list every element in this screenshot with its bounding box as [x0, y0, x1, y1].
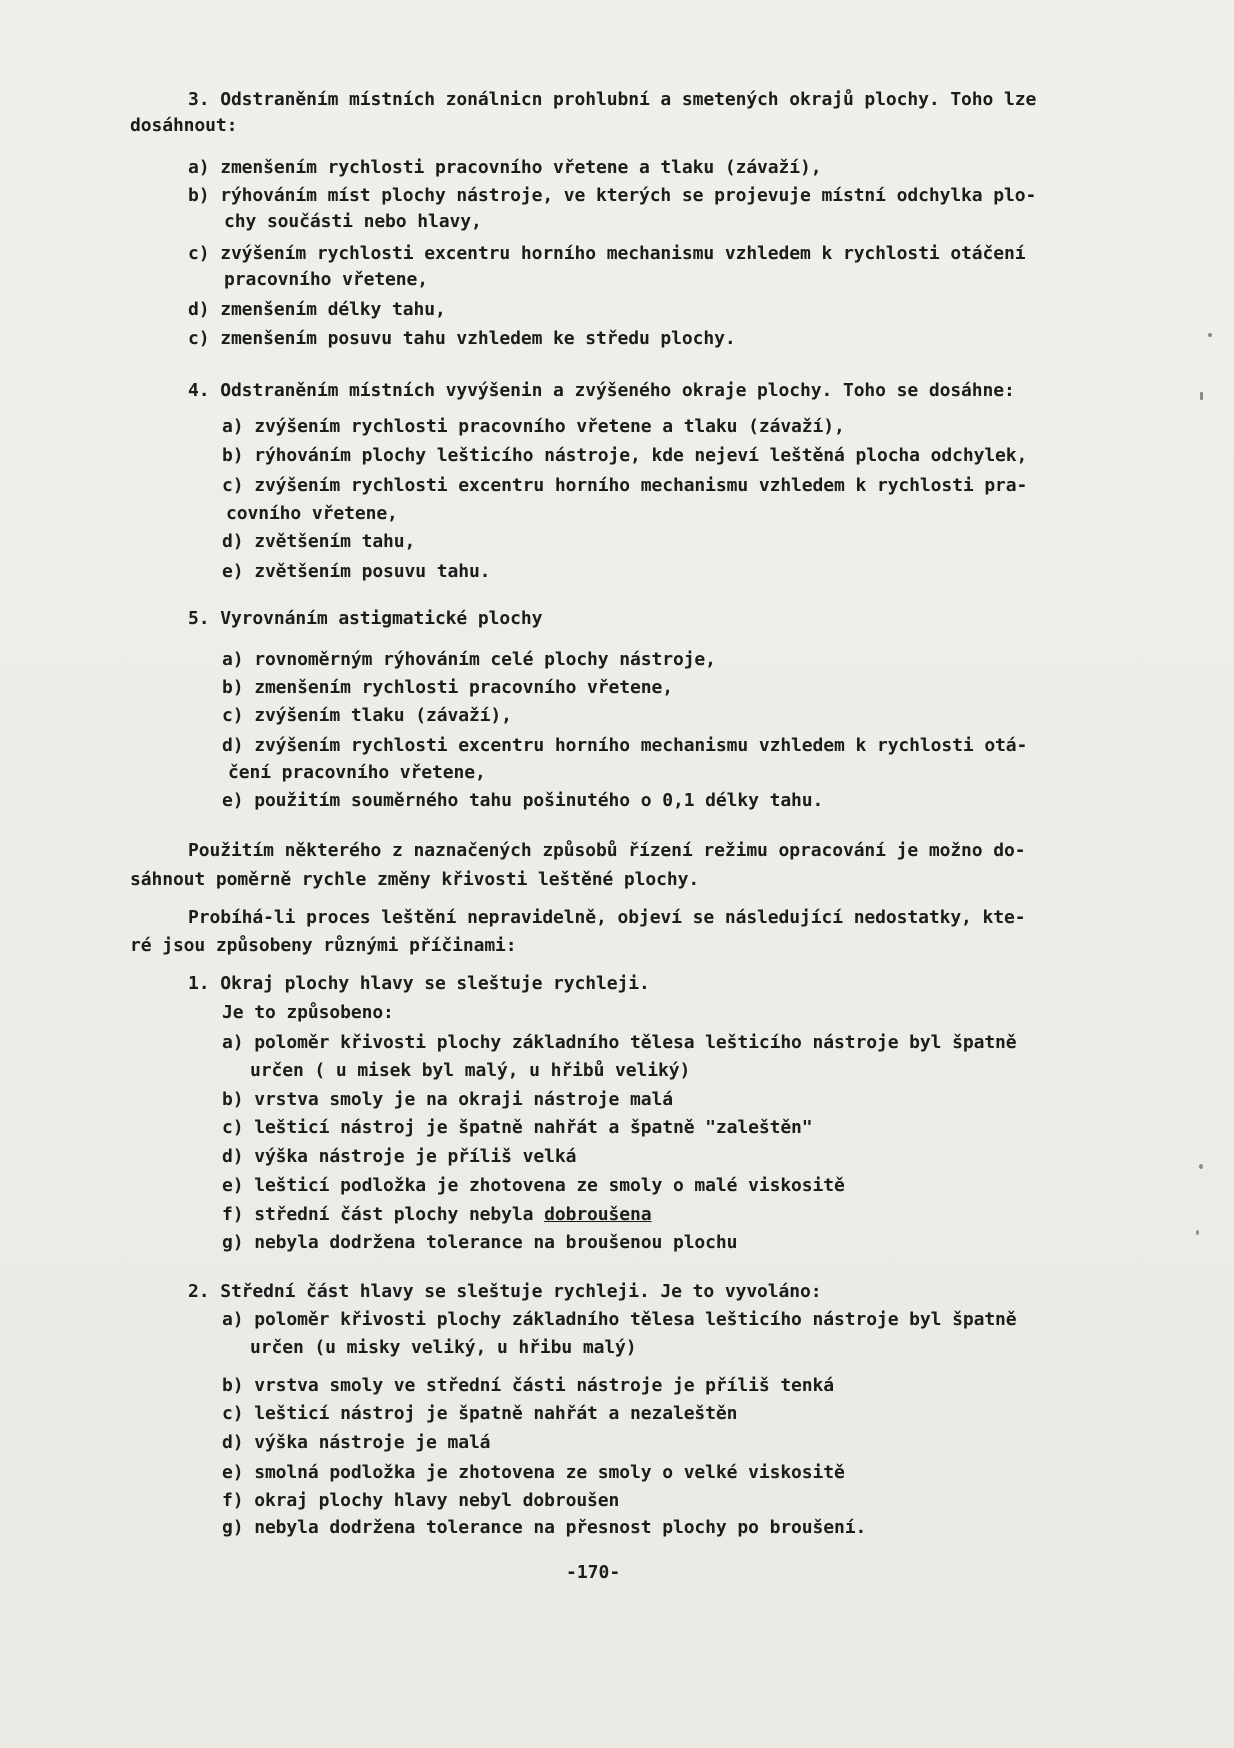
paragraph-2-line-2: ré jsou způsobeny různými příčinami: [130, 935, 517, 956]
defect-2-item-a-line-2: určen (u misky veliký, u hřibu malý) [250, 1337, 637, 1358]
defect-1-item-e: e) lešticí podložka je zhotovena ze smoly o malé viskositě [222, 1175, 845, 1196]
section-5-item-a: a) rovnoměrným rýhováním celé plochy nástroje, [222, 649, 716, 670]
defect-2-item-g: g) nebyla dodržena tolerance na přesnost plochy po broušení. [222, 1517, 867, 1538]
section-3-item-c-line-1: c) zvýšením rychlosti excentru horního mechanismu vzhledem k rychlosti otáčení [188, 243, 1026, 264]
defect-1-heading: 1. Okraj plochy hlavy se sleštuje rychleji. [188, 973, 650, 994]
section-4-item-b: b) rýhováním plochy lešticího nástroje, kde nejeví leštěná plocha odchylek, [222, 445, 1028, 466]
defect-2-item-e: e) smolná podložka je zhotovena ze smoly o velké viskositě [222, 1462, 845, 1483]
section-3-intro-line-1: 3. Odstraněním místních zonálnicn prohlubní a smetených okrajů plochy. Toho lze [188, 89, 1037, 110]
paper-speck [1208, 333, 1212, 337]
section-3-item-b-line-1: b) rýhováním míst plochy nástroje, ve kterých se projevuje místní odchylka plo- [188, 185, 1037, 206]
defect-2-item-a-line-1: a) poloměr křivosti plochy základního tělesa lešticího nástroje byl špatně [222, 1309, 1017, 1330]
defect-1-item-f-underlined-word: dobroušena [544, 1204, 652, 1225]
defect-1-item-d: d) výška nástroje je příliš velká [222, 1146, 577, 1167]
defect-2-item-f: f) okraj plochy hlavy nebyl dobroušen [222, 1490, 620, 1511]
defect-2-item-c: c) lešticí nástroj je špatně nahřát a nezaleštěn [222, 1403, 738, 1424]
defect-1-item-a-line-1: a) poloměr křivosti plochy základního tělesa lešticího nástroje byl špatně [222, 1032, 1017, 1053]
paragraph-1-line-1: Použitím některého z naznačených způsobů řízení režimu opracování je možno do- [188, 840, 1026, 861]
defect-2-item-b: b) vrstva smoly ve střední části nástroje je příliš tenká [222, 1375, 835, 1396]
section-4-item-e: e) zvětšením posuvu tahu. [222, 561, 491, 582]
section-3-item-b-line-2: chy součásti nebo hlavy, [224, 211, 482, 232]
paper-speck [1199, 1164, 1203, 1169]
defect-1-item-f [222, 1204, 651, 1226]
defect-1-subheading: Je to způsobeno: [222, 1002, 394, 1023]
section-5-item-d-line-2: čení pracovního vřetene, [228, 762, 486, 783]
paper-speck [1200, 392, 1203, 400]
section-3-intro-line-2: dosáhnout: [130, 115, 238, 136]
paragraph-2-line-1: Probíhá-li proces leštění nepravidelně, objeví se následující nedostatky, kte- [188, 907, 1026, 928]
paper-speck [1196, 1230, 1199, 1235]
section-5-intro: 5. Vyrovnáním astigmatické plochy [188, 608, 543, 629]
section-5-item-d-line-1: d) zvýšením rychlosti excentru horního mechanismu vzhledem k rychlosti otá- [222, 735, 1028, 756]
section-3-item-c-line-2: pracovního vřetene, [224, 269, 429, 290]
defect-2-item-d: d) výška nástroje je malá [222, 1432, 491, 1453]
defect-1-item-c: c) lešticí nástroj je špatně nahřát a špatně "zaleštěn" [222, 1117, 813, 1138]
section-3-item-a: a) zmenšením rychlosti pracovního vřetene a tlaku (závaží), [188, 157, 822, 178]
section-4-item-c-line-2: covního vřetene, [226, 503, 398, 524]
section-3-item-d: d) zmenšením délky tahu, [188, 299, 446, 320]
defect-1-item-g: g) nebyla dodržena tolerance na broušenou plochu [222, 1232, 738, 1253]
section-4-item-a: a) zvýšením rychlosti pracovního vřetene a tlaku (závaží), [222, 416, 845, 437]
defect-2-heading: 2. Střední část hlavy se sleštuje rychleji. Je to vyvoláno: [188, 1281, 822, 1302]
section-4-item-c-line-1: c) zvýšením rychlosti excentru horního mechanismu vzhledem k rychlosti pra- [222, 475, 1028, 496]
section-4-intro: 4. Odstraněním místních vyvýšenin a zvýšeného okraje plochy. Toho se dosáhne: [188, 380, 1015, 401]
section-3-item-e: c) zmenšením posuvu tahu vzhledem ke středu plochy. [188, 328, 736, 349]
section-5-item-e: e) použitím souměrného tahu pošinutého o 0,1 délky tahu. [222, 790, 824, 811]
defect-1-item-f-text: f) střední část plochy nebyla [222, 1204, 545, 1225]
page-number: -170- [566, 1562, 621, 1583]
section-5-item-c: c) zvýšením tlaku (závaží), [222, 705, 512, 726]
paragraph-1-line-2: sáhnout poměrně rychle změny křivosti leštěné plochy. [130, 869, 700, 890]
defect-1-item-b: b) vrstva smoly je na okraji nástroje malá [222, 1089, 673, 1110]
section-5-item-b: b) zmenšením rychlosti pracovního vřetene, [222, 677, 673, 698]
section-4-item-d: d) zvětšením tahu, [222, 531, 416, 552]
defect-1-item-a-line-2: určen ( u misek byl malý, u hřibů veliký) [250, 1060, 691, 1081]
